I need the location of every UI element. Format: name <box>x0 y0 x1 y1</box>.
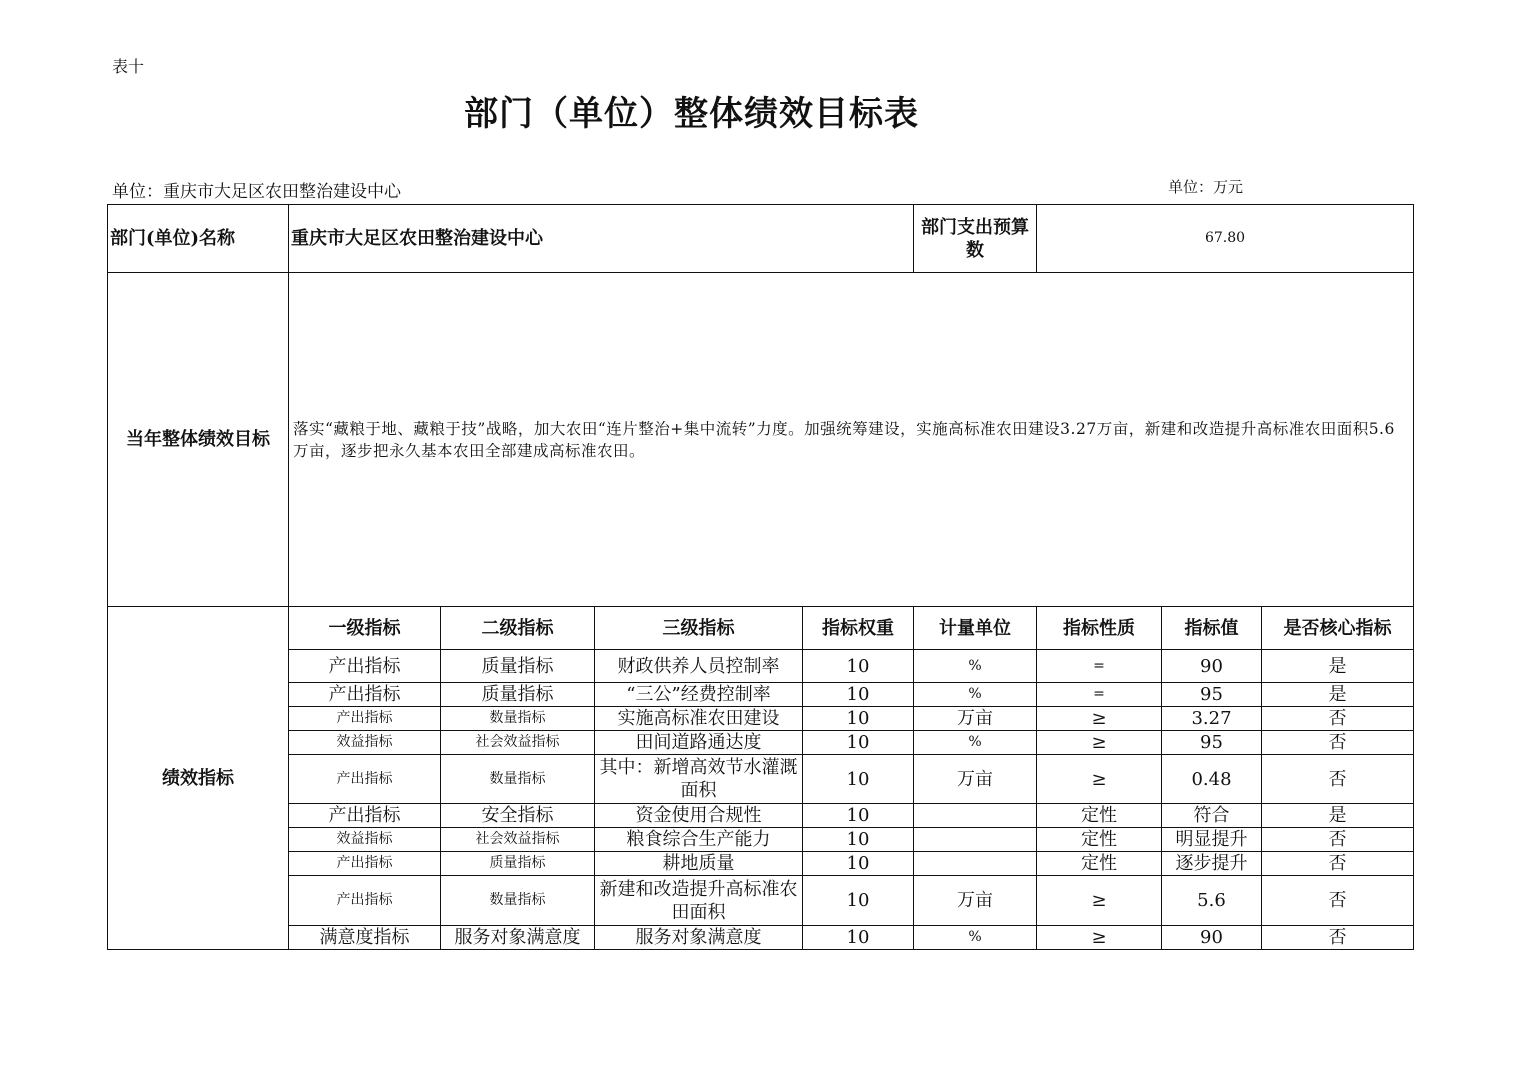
nature-cell: = <box>1037 650 1162 683</box>
header-weight: 指标权重 <box>803 607 914 650</box>
indicator-section-label: 绩效指标 <box>108 607 289 950</box>
header-unit: 计量单位 <box>914 607 1037 650</box>
weight-cell: 10 <box>803 650 914 683</box>
unit-cell <box>914 852 1037 876</box>
table-row <box>108 926 1414 950</box>
level3-cell: 财政供养人员控制率 <box>595 650 803 683</box>
weight-cell: 10 <box>803 828 914 852</box>
unit-cell <box>914 828 1037 852</box>
level1-cell: 产出指标 <box>289 650 441 683</box>
core-cell: 否 <box>1262 828 1414 852</box>
weight-cell: 10 <box>803 926 914 950</box>
core-cell: 否 <box>1262 926 1414 950</box>
value-cell: 逐步提升 <box>1162 852 1262 876</box>
currency-unit-label: 单位：万元 <box>1168 178 1244 196</box>
level1-cell: 产出指标 <box>289 707 441 731</box>
level2-cell: 数量指标 <box>441 876 595 926</box>
value-cell: 95 <box>1162 731 1262 755</box>
nature-cell: ≥ <box>1037 876 1162 926</box>
table-row <box>108 707 1414 731</box>
header-level2: 二级指标 <box>441 607 595 650</box>
table-row <box>108 852 1414 876</box>
budget-value: 67.80 <box>1037 205 1414 273</box>
header-level1: 一级指标 <box>289 607 441 650</box>
unit-cell: 万亩 <box>914 707 1037 731</box>
value-cell: 0.48 <box>1162 755 1262 804</box>
level2-cell: 服务对象满意度 <box>441 926 595 950</box>
level3-cell: 新建和改造提升高标准农田面积 <box>595 876 803 926</box>
header-core: 是否核心指标 <box>1262 607 1414 650</box>
unit-cell <box>914 804 1037 828</box>
dept-name-label: 部门(单位)名称 <box>108 205 289 273</box>
nature-cell: 定性 <box>1037 852 1162 876</box>
header-nature: 指标性质 <box>1037 607 1162 650</box>
goal-label: 当年整体绩效目标 <box>108 273 289 607</box>
goal-text: 落实“藏粮于地、藏粮于技”战略，加大农田“连片整治+集中流转”力度。加强统筹建设，实施高标准农田建设3.27万亩，新建和改造提升高标准农田面积5.6万亩，逐步把永久基本农田全部建成高标准农田。 <box>289 273 1414 607</box>
level3-cell: 实施高标准农田建设 <box>595 707 803 731</box>
weight-cell: 10 <box>803 731 914 755</box>
level2-cell: 社会效益指标 <box>441 828 595 852</box>
nature-cell: = <box>1037 683 1162 707</box>
dept-name-value: 重庆市大足区农田整治建设中心 <box>289 205 914 273</box>
dept-name-row <box>108 205 1414 273</box>
level3-cell: 资金使用合规性 <box>595 804 803 828</box>
weight-cell: 10 <box>803 683 914 707</box>
goal-row <box>108 273 1414 607</box>
level3-cell: “三公”经费控制率 <box>595 683 803 707</box>
level3-cell: 田间道路通达度 <box>595 731 803 755</box>
unit-cell: % <box>914 731 1037 755</box>
level1-cell: 产出指标 <box>289 683 441 707</box>
table-row <box>108 755 1414 804</box>
level1-cell: 效益指标 <box>289 828 441 852</box>
table-row <box>108 683 1414 707</box>
level1-cell: 产出指标 <box>289 804 441 828</box>
level1-cell: 产出指标 <box>289 876 441 926</box>
table-row <box>108 650 1414 683</box>
table-row <box>108 731 1414 755</box>
header-level3: 三级指标 <box>595 607 803 650</box>
core-cell: 否 <box>1262 876 1414 926</box>
value-cell: 90 <box>1162 650 1262 683</box>
table-row <box>108 804 1414 828</box>
core-cell: 否 <box>1262 755 1414 804</box>
level3-cell: 其中：新增高效节水灌溉面积 <box>595 755 803 804</box>
nature-cell: ≥ <box>1037 707 1162 731</box>
nature-cell: ≥ <box>1037 755 1162 804</box>
budget-label: 部门支出预算数 <box>914 205 1037 273</box>
page-title: 部门（单位）整体绩效目标表 <box>464 94 919 134</box>
level3-cell: 粮食综合生产能力 <box>595 828 803 852</box>
table-row <box>108 876 1414 926</box>
value-cell: 符合 <box>1162 804 1262 828</box>
value-cell: 明显提升 <box>1162 828 1262 852</box>
level2-cell: 数量指标 <box>441 707 595 731</box>
nature-cell: 定性 <box>1037 828 1162 852</box>
core-cell: 是 <box>1262 650 1414 683</box>
level1-cell: 产出指标 <box>289 755 441 804</box>
unit-cell: % <box>914 683 1037 707</box>
table-number-label: 表十 <box>112 57 145 76</box>
nature-cell: ≥ <box>1037 731 1162 755</box>
level1-cell: 满意度指标 <box>289 926 441 950</box>
level1-cell: 效益指标 <box>289 731 441 755</box>
core-cell: 是 <box>1262 804 1414 828</box>
level2-cell: 数量指标 <box>441 755 595 804</box>
core-cell: 是 <box>1262 683 1414 707</box>
performance-target-table <box>107 204 1414 950</box>
unit-cell: 万亩 <box>914 755 1037 804</box>
indicator-header-row <box>108 607 1414 650</box>
level3-cell: 服务对象满意度 <box>595 926 803 950</box>
level2-cell: 质量指标 <box>441 683 595 707</box>
value-cell: 5.6 <box>1162 876 1262 926</box>
core-cell: 否 <box>1262 707 1414 731</box>
value-cell: 90 <box>1162 926 1262 950</box>
table-row <box>108 828 1414 852</box>
weight-cell: 10 <box>803 804 914 828</box>
unit-cell: 万亩 <box>914 876 1037 926</box>
value-cell: 3.27 <box>1162 707 1262 731</box>
level3-cell: 耕地质量 <box>595 852 803 876</box>
unit-cell: % <box>914 650 1037 683</box>
header-value: 指标值 <box>1162 607 1262 650</box>
core-cell: 否 <box>1262 731 1414 755</box>
weight-cell: 10 <box>803 876 914 926</box>
weight-cell: 10 <box>803 755 914 804</box>
level1-cell: 产出指标 <box>289 852 441 876</box>
level2-cell: 社会效益指标 <box>441 731 595 755</box>
level2-cell: 质量指标 <box>441 650 595 683</box>
weight-cell: 10 <box>803 707 914 731</box>
organization-label: 单位：重庆市大足区农田整治建设中心 <box>112 182 401 202</box>
level2-cell: 安全指标 <box>441 804 595 828</box>
weight-cell: 10 <box>803 852 914 876</box>
unit-cell: % <box>914 926 1037 950</box>
value-cell: 95 <box>1162 683 1262 707</box>
core-cell: 否 <box>1262 852 1414 876</box>
level2-cell: 质量指标 <box>441 852 595 876</box>
nature-cell: ≥ <box>1037 926 1162 950</box>
nature-cell: 定性 <box>1037 804 1162 828</box>
